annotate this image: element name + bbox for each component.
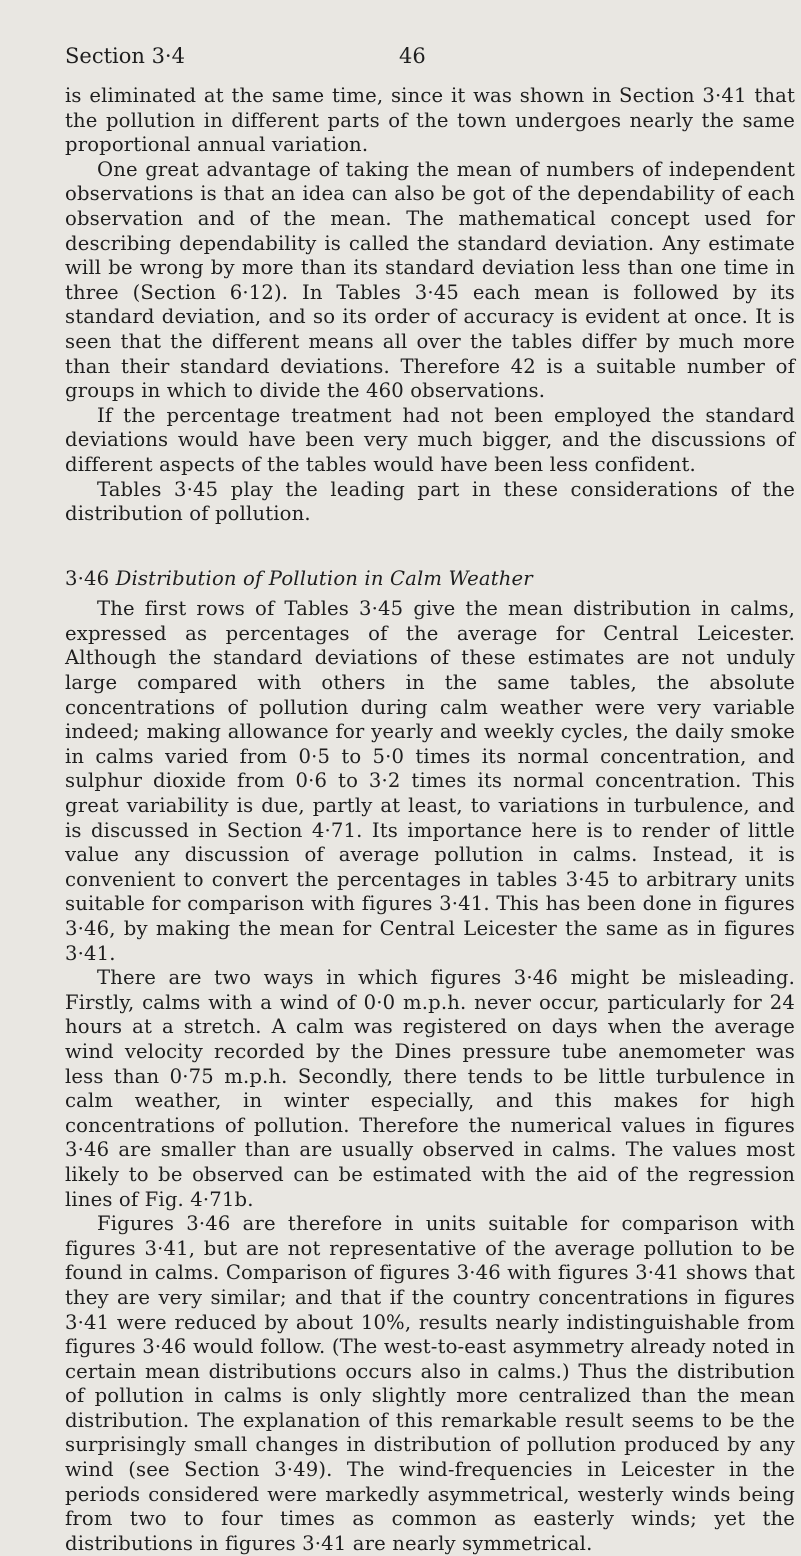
running-head <box>65 44 795 84</box>
section-heading <box>65 567 795 592</box>
section-heading-number: 3·46 <box>65 566 110 590</box>
paragraph-standard-deviation: One great advantage of taking the mean of numbers of independent observations is that an idea can also be got of the dependability of each observation and of the mean. The mathematical concept used for describing dependability is called the standard deviation. Any estimate will be wrong by more than its standard deviation less than one time in three (Section 6·12). In Tables 3·45 each mean is followed by its standard deviation, and so its order of accuracy is evident at once. It is seen that the different means all over the tables differ by much more than their standard deviations. Therefore 42 is a suitable number of groups in which to divide the 460 observations. <box>65 157 795 403</box>
running-head-section: Section 3·4 <box>65 44 185 68</box>
paragraph-continuation: is eliminated at the same time, since it was shown in Section 3·41 that the pollution in different parts of the town undergoes nearly the same proportional annual variation. <box>65 84 795 157</box>
page-number: 46 <box>399 44 426 68</box>
section-heading-title: Distribution of Pollution in Calm Weather <box>115 566 533 590</box>
paragraph-comparison: Figures 3·46 are therefore in units suitable for comparison with figures 3·41, but are not representative of the average pollution to be found in calms. Comparison of figures 3·46 with figures 3·41 shows that they are very similar; and that if the country concentrations in figures 3·41 were reduced by about 10%, results nearly indistinguishable from figures 3·46 would follow. (The west-to-east asymmetry already noted in certain mean distributions occurs also in calms.) Thus the distribution of pollution in calms is only slightly more centralized than the mean distribution. The explanation of this remarkable result seems to be the surprisingly small changes in distribution of pollution produced by any wind (see Section 3·49). The wind-frequencies in Leicester in the periods considered were markedly asymmetrical, westerly winds being from two to four times as common as easterly winds; yet the distributions in figures 3·41 are nearly symmetrical. <box>65 1212 795 1555</box>
paragraph-percentage-treatment: If the percentage treatment had not been employed the standard deviations would have been very much bigger, and the discussions of different aspects of the tables would have been less confident. <box>65 403 795 476</box>
paragraph-calm-distribution: The first rows of Tables 3·45 give the mean distribution in calms, expressed as percentages of the average for Central Leicester. Although the standard deviations of these estimates are not unduly large compared with others in the same tables, the absolute concentrations of pollution during calm weather were very variable indeed; making allowance for yearly and weekly cycles, the daily smoke in calms varied from 0·5 to 5·0 times its normal concentration, and sulphur dioxide from 0·6 to 3·2 times its normal concentration. This great variability is due, partly at least, to variations in turbulence, and is discussed in Section 4·71. Its importance here is to render of little value any discussion of average pollution in calms. Instead, it is convenient to convert the percentages in tables 3·45 to arbitrary units suitable for comparison with figures 3·41. This has been done in figures 3·46, by making the mean for Central Leicester the same as in figures 3·41. <box>65 597 795 965</box>
paragraph-misleading-figures: There are two ways in which figures 3·46 might be misleading. Firstly, calms with a wind of 0·0 m.p.h. never occur, particularly for 24 hours at a stretch. A calm was registered on days when the average wind velocity recorded by the Dines pressure tube anemometer was less than 0·75 m.p.h. Secondly, there tends to be little turbulence in calm weather, in winter especially, and this makes for high concentrations of pollution. Therefore the numerical values in figures 3·46 are smaller than are usually observed in calms. The values most likely to be observed can be estimated with the aid of the regression lines of Fig. 4·71b. <box>65 966 795 1211</box>
body-text <box>65 84 795 1556</box>
paragraph-tables-leading-part: Tables 3·45 play the leading part in these considerations of the distribution of pollution. <box>65 477 795 526</box>
